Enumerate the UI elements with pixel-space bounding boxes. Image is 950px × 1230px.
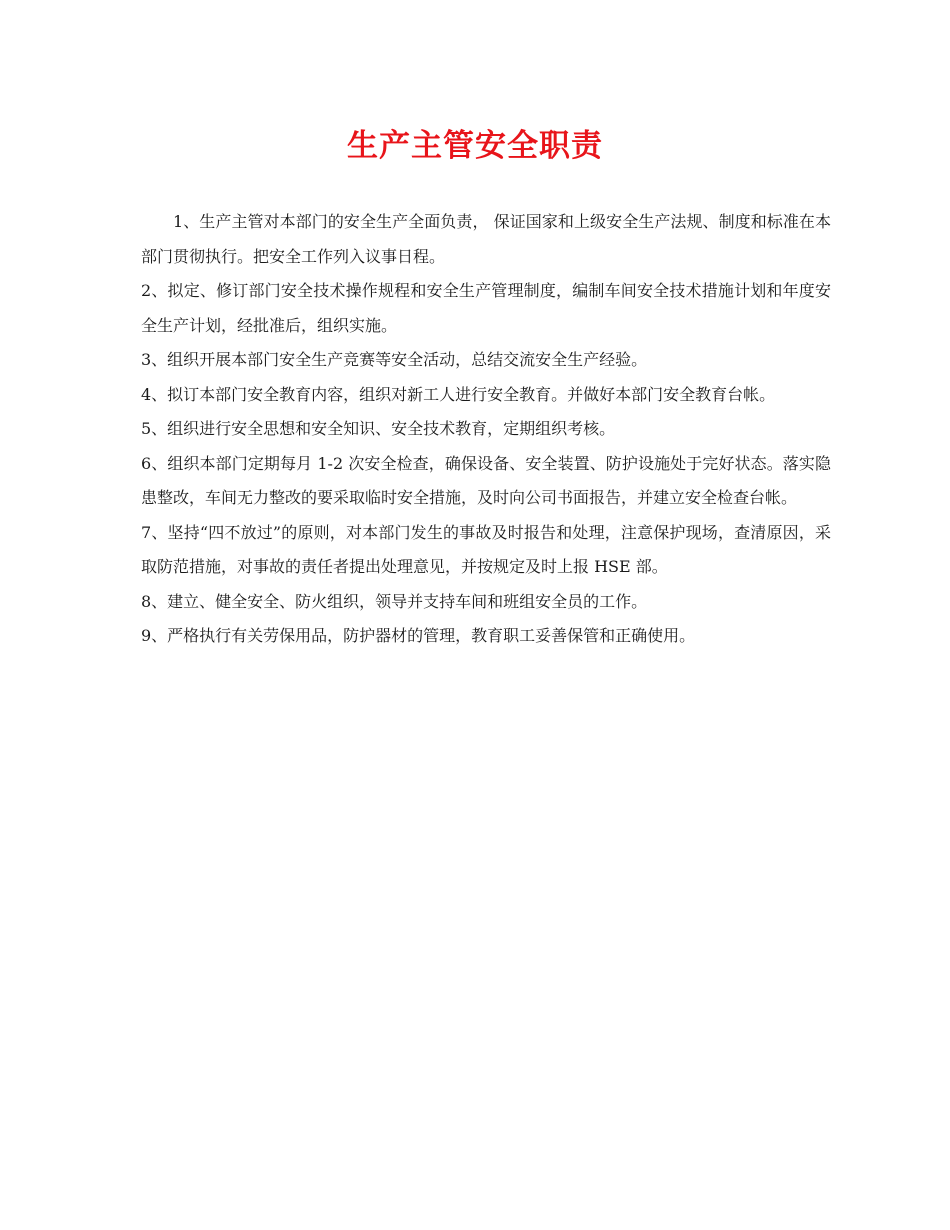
duty-item-8: 8、建立、健全安全、防火组织，领导并支持车间和班组安全员的工作。 <box>141 591 648 611</box>
duty-item-2: 2、拟定、修订部门安全技术操作规程和安全生产管理制度，编制车间安全技术措施计划和年度安全生产计划，经批准后，组织实施。 <box>141 281 831 335</box>
duty-item-1: 1、生产主管对本部门的安全生产全面负责， 保证国家和上级安全生产法规、制度和标准在本部门贯彻执行。把安全工作列入议事日程。 <box>141 212 831 266</box>
duty-item-9: 9、严格执行有关劳保用品，防护器材的管理，教育职工妥善保管和正确使用。 <box>141 626 696 645</box>
document-title: 生产主管安全职责 <box>347 128 603 164</box>
document-body <box>141 205 831 654</box>
duty-item-6: 6、组织本部门定期每月 1-2 次安全检查，确保设备、安全装置、防护设施处于完好状态。落实隐患整改，车间无力整改的要采取临时安全措施，及时向公司书面报告，并建立安全检查台帐。 <box>141 453 831 507</box>
duty-item-7: 7、坚持“四不放过”的原则，对本部门发生的事故及时报告和处理，注意保护现场，查清原因，采取防范措施，对事故的责任者提出处理意见，并按规定及时上报 HSE 部。 <box>141 522 831 576</box>
duty-item-4: 4、拟订本部门安全教育内容，组织对新工人进行安全教育。并做好本部门安全教育台帐。 <box>141 384 776 404</box>
duty-item-5: 5、组织进行安全思想和安全知识、安全技术教育，定期组织考核。 <box>141 419 616 438</box>
duty-item-3: 3、组织开展本部门安全生产竞赛等安全活动，总结交流安全生产经验。 <box>141 350 648 369</box>
